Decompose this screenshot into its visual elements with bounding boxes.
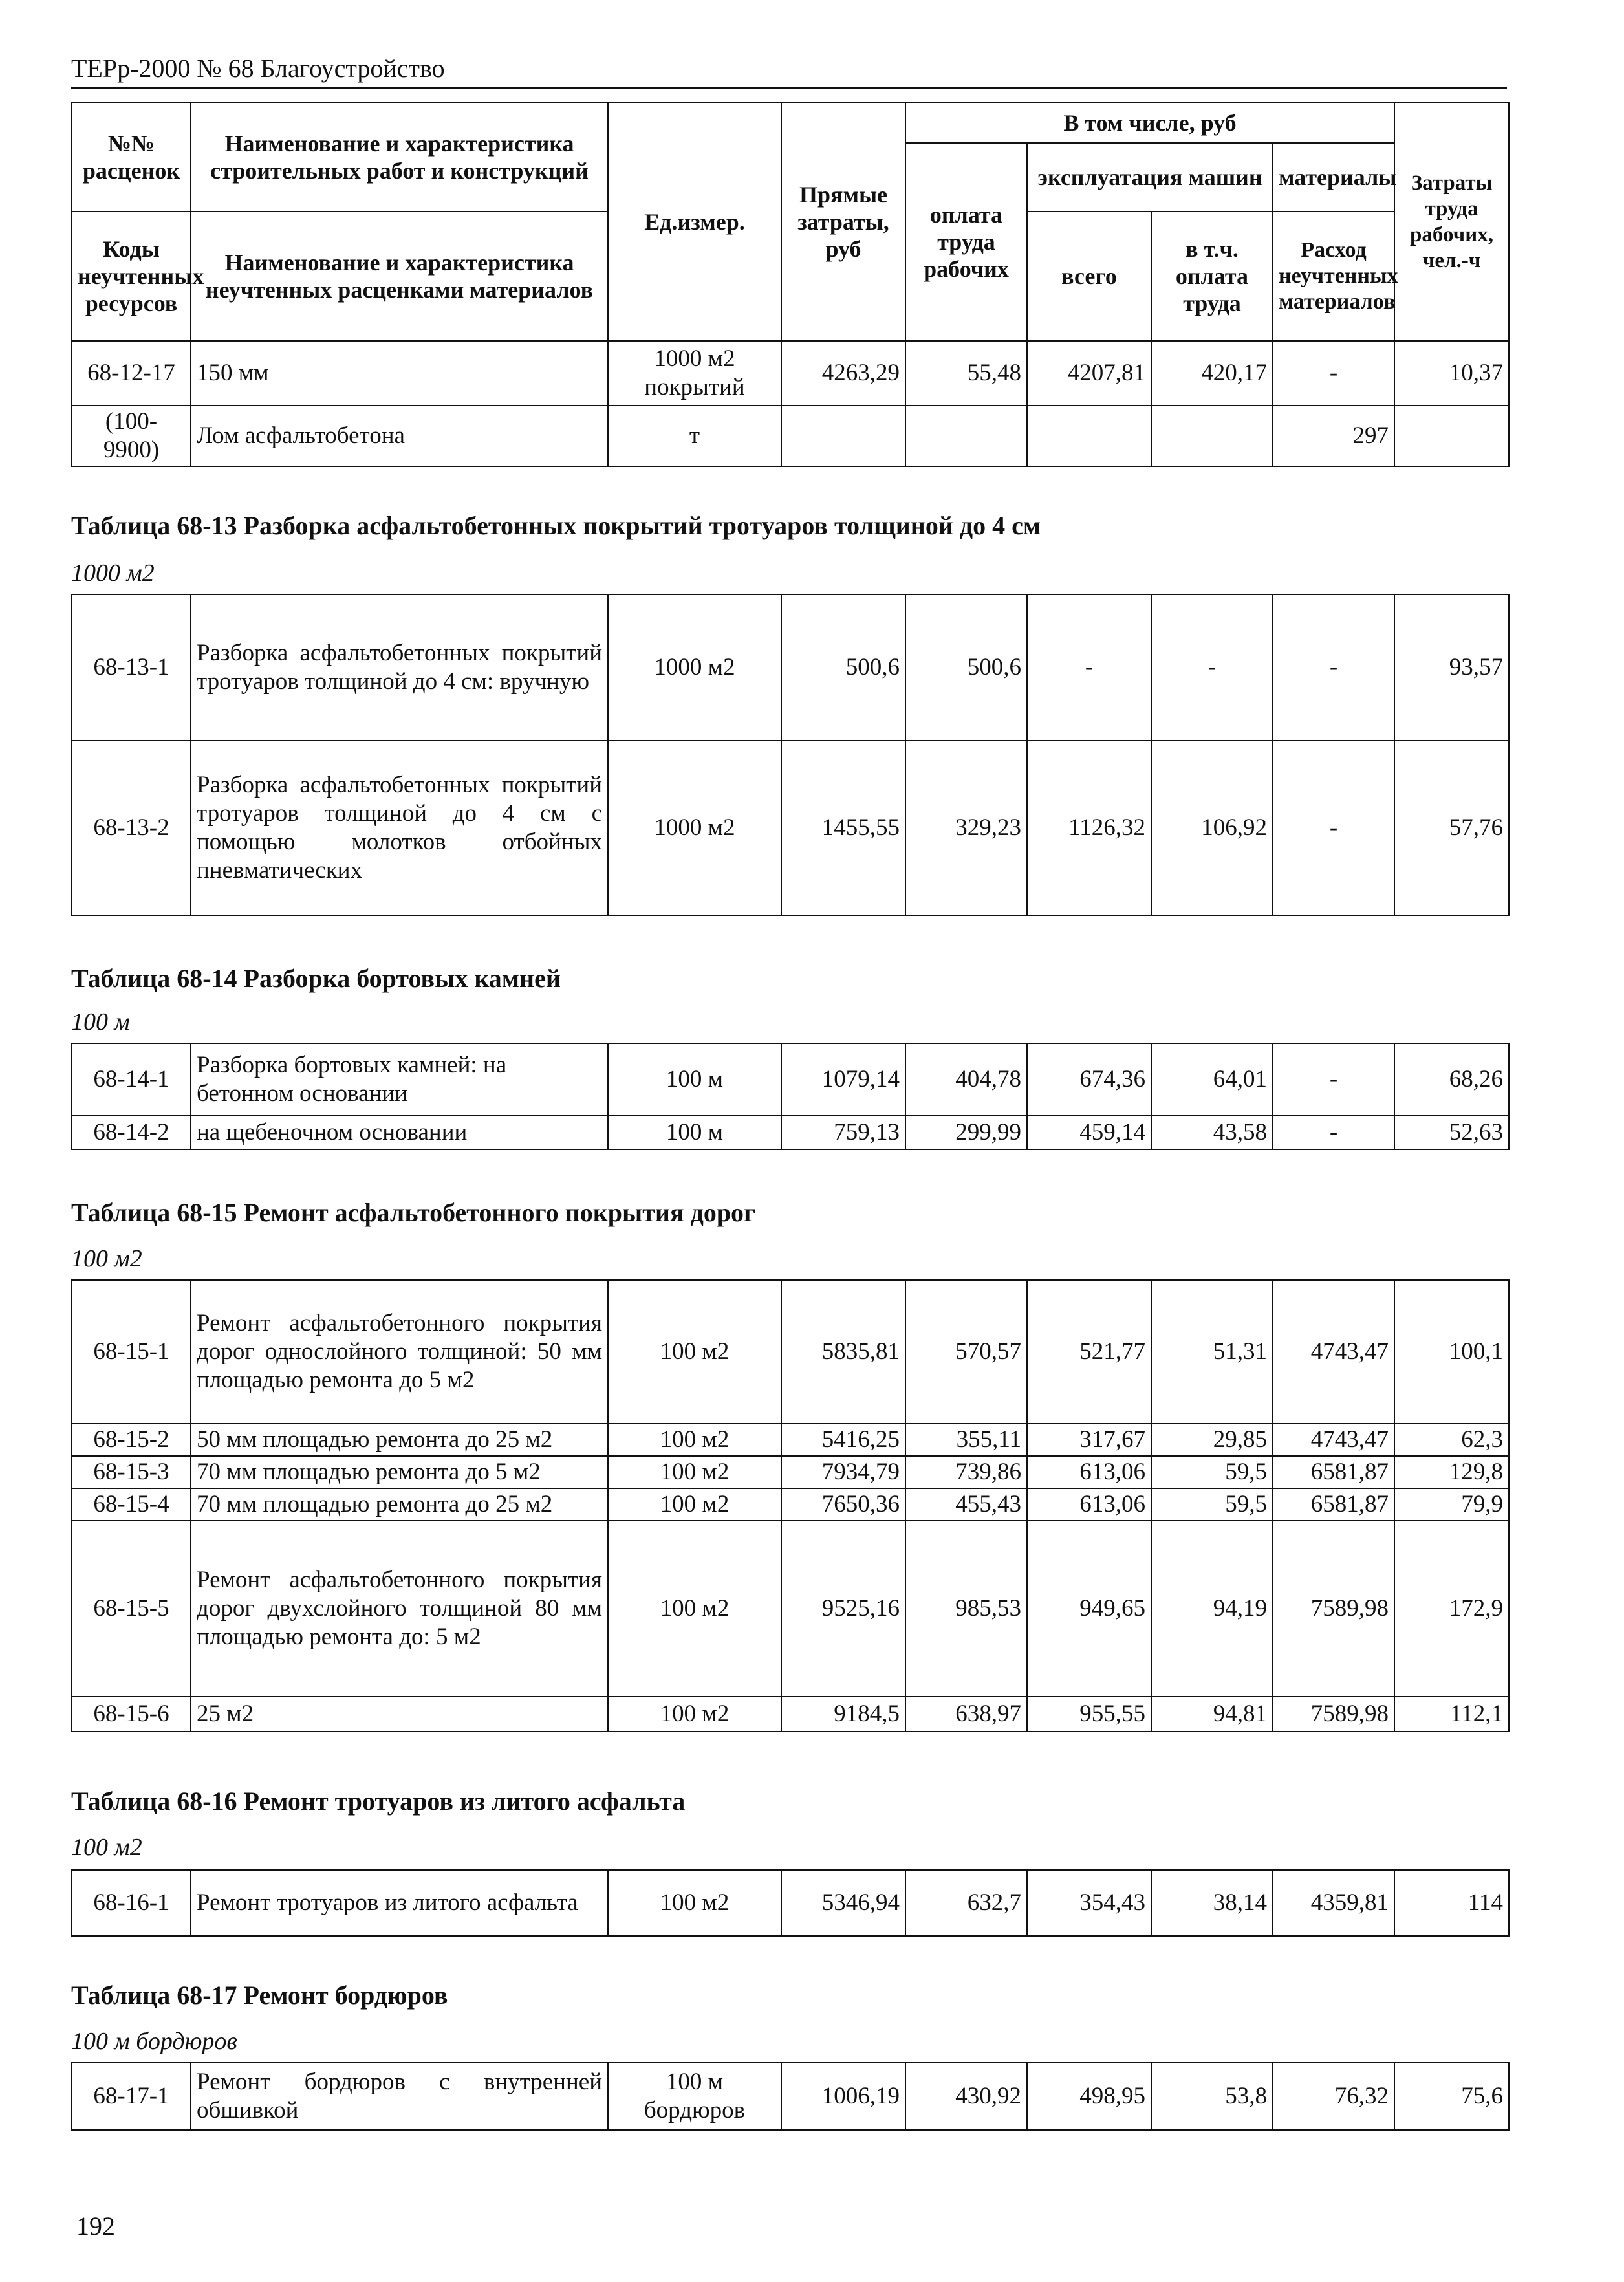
- table-row: [72, 741, 1509, 915]
- row-labor: 570,57: [905, 1280, 1027, 1424]
- col-including: В том числе, руб: [905, 103, 1394, 143]
- row-materials: 76,32: [1273, 2063, 1394, 2130]
- row-code: 68-15-2: [72, 1424, 191, 1456]
- row-direct: 1455,55: [781, 741, 905, 915]
- row-code: 68-13-2: [72, 741, 191, 915]
- row-name: 50 мм площадью ремонта до 25 м2: [191, 1424, 608, 1456]
- row-name: Лом асфальтобетона: [191, 406, 608, 466]
- row-unit: 1000 м2: [608, 594, 781, 741]
- table-row: [72, 1280, 1509, 1424]
- row-labor: 638,97: [905, 1697, 1027, 1732]
- table-row: [72, 1424, 1509, 1456]
- table-68-13-title: Таблица 68-13 Разборка асфальтобетонных покрытий тротуаров толщиной до 4 см: [71, 511, 1041, 540]
- row-unit: 100 м: [608, 1116, 781, 1149]
- row-direct: 759,13: [781, 1116, 905, 1149]
- row-name: 150 мм: [191, 341, 608, 406]
- col-hours: Затраты труда рабочих, чел.-ч: [1394, 103, 1509, 341]
- table-row: [72, 1521, 1509, 1697]
- row-machines: 613,06: [1027, 1488, 1151, 1521]
- row-hours: 62,3: [1394, 1424, 1509, 1456]
- row-unit: 100 м2: [608, 1697, 781, 1732]
- row-machines-labor: -: [1151, 594, 1273, 741]
- row-direct: 4263,29: [781, 341, 905, 406]
- row-name: 70 мм площадью ремонта до 5 м2: [191, 1456, 608, 1488]
- row-labor: 739,86: [905, 1456, 1027, 1488]
- row-machines: -: [1027, 594, 1151, 741]
- row-labor: 329,23: [905, 741, 1027, 915]
- row-machines-labor: 29,85: [1151, 1424, 1273, 1456]
- row-name: Ремонт асфальтобетонного покрытия дорог однослойного толщиной: 50 мм площадью ремонта до 5 м2: [191, 1280, 608, 1424]
- table-68-14: [71, 1043, 1510, 1150]
- row-direct: 9184,5: [781, 1697, 905, 1732]
- table-68-17: [71, 2062, 1510, 2131]
- row-machines: 949,65: [1027, 1521, 1151, 1697]
- row-materials: 297: [1273, 406, 1394, 466]
- row-machines: 521,77: [1027, 1280, 1151, 1424]
- row-machines: 317,67: [1027, 1424, 1151, 1456]
- row-machines-labor: 38,14: [1151, 1870, 1273, 1936]
- row-materials: 6581,87: [1273, 1456, 1394, 1488]
- row-name: Ремонт асфальтобетонного покрытия дорог двухслойного толщиной 80 мм площадью ремонта до: 5 м2: [191, 1521, 608, 1697]
- row-labor: [905, 406, 1027, 466]
- table-68-14-title: Таблица 68-14 Разборка бортовых камней: [71, 964, 561, 993]
- col-name-bottom: Наименование и характеристика неучтенных расценками материалов: [191, 212, 608, 341]
- row-unit: 1000 м2 покрытий: [608, 341, 781, 406]
- col-name-top: Наименование и характеристика строительных работ и конструкций: [191, 103, 608, 212]
- table-68-15-title: Таблица 68-15 Ремонт асфальтобетонного покрытия дорог: [71, 1198, 756, 1227]
- table-row: [72, 406, 1509, 466]
- row-hours: 68,26: [1394, 1043, 1509, 1116]
- row-unit: 100 м: [608, 1043, 781, 1116]
- table-68-14-unit: 100 м: [71, 1008, 130, 1036]
- row-name: Ремонт тротуаров из литого асфальта: [191, 1870, 608, 1936]
- row-hours: 114: [1394, 1870, 1509, 1936]
- row-materials: 7589,98: [1273, 1697, 1394, 1732]
- row-materials: 6581,87: [1273, 1488, 1394, 1521]
- row-materials: 7589,98: [1273, 1521, 1394, 1697]
- table-68-13: [71, 594, 1510, 916]
- row-machines-labor: 420,17: [1151, 341, 1273, 406]
- row-machines-labor: 51,31: [1151, 1280, 1273, 1424]
- row-materials: -: [1273, 1116, 1394, 1149]
- row-unit: 100 м бордюров: [608, 2063, 781, 2130]
- row-labor: 404,78: [905, 1043, 1027, 1116]
- row-direct: 5346,94: [781, 1870, 905, 1936]
- row-hours: 172,9: [1394, 1521, 1509, 1697]
- row-machines-labor: [1151, 406, 1273, 466]
- row-direct: 9525,16: [781, 1521, 905, 1697]
- table-row: [72, 2063, 1509, 2130]
- table-row: [72, 341, 1509, 406]
- row-unit: 100 м2: [608, 1870, 781, 1936]
- row-hours: [1394, 406, 1509, 466]
- row-materials: -: [1273, 341, 1394, 406]
- table-row: [72, 594, 1509, 741]
- row-direct: 5416,25: [781, 1424, 905, 1456]
- row-hours: 10,37: [1394, 341, 1509, 406]
- row-unit: 100 м2: [608, 1488, 781, 1521]
- col-direct: Прямые затраты, руб: [781, 103, 905, 341]
- row-machines-labor: 94,19: [1151, 1521, 1273, 1697]
- table-68-17-unit: 100 м бордюров: [71, 2028, 237, 2055]
- row-code: 68-16-1: [72, 1870, 191, 1936]
- row-code: 68-17-1: [72, 2063, 191, 2130]
- table-row: [72, 1456, 1509, 1488]
- price-table-header: [71, 102, 1510, 467]
- row-labor: 632,7: [905, 1870, 1027, 1936]
- row-materials: -: [1273, 1043, 1394, 1116]
- col-machines: эксплуатация машин: [1027, 143, 1273, 212]
- table-row: [72, 1697, 1509, 1732]
- row-code: 68-13-1: [72, 594, 191, 741]
- row-code: (100-9900): [72, 406, 191, 466]
- col-materials: материалы: [1273, 143, 1394, 212]
- row-name: на щебеночном основании: [191, 1116, 608, 1149]
- table-68-17-title: Таблица 68-17 Ремонт бордюров: [71, 1981, 448, 2010]
- row-materials: 4743,47: [1273, 1424, 1394, 1456]
- row-materials: 4743,47: [1273, 1280, 1394, 1424]
- row-machines-labor: 43,58: [1151, 1116, 1273, 1149]
- row-labor: 500,6: [905, 594, 1027, 741]
- row-machines-labor: 106,92: [1151, 741, 1273, 915]
- running-title: ТЕРр-2000 № 68 Благоустройство: [71, 50, 1507, 89]
- col-labor: оплата труда рабочих: [905, 143, 1027, 341]
- row-hours: 112,1: [1394, 1697, 1509, 1732]
- row-direct: 500,6: [781, 594, 905, 741]
- table-68-15: [71, 1279, 1510, 1732]
- row-unit: 100 м2: [608, 1456, 781, 1488]
- row-direct: 7650,36: [781, 1488, 905, 1521]
- table-row: [72, 1116, 1509, 1149]
- row-code: 68-15-5: [72, 1521, 191, 1697]
- row-code: 68-15-3: [72, 1456, 191, 1488]
- row-unit: 100 м2: [608, 1521, 781, 1697]
- row-labor: 455,43: [905, 1488, 1027, 1521]
- row-unit: т: [608, 406, 781, 466]
- row-name: Ремонт бордюров с внутренней обшивкой: [191, 2063, 608, 2130]
- row-labor: 985,53: [905, 1521, 1027, 1697]
- row-name: 70 мм площадью ремонта до 25 м2: [191, 1488, 608, 1521]
- row-machines-labor: 59,5: [1151, 1488, 1273, 1521]
- row-machines: 955,55: [1027, 1697, 1151, 1732]
- row-code: 68-14-1: [72, 1043, 191, 1116]
- row-machines-labor: 53,8: [1151, 2063, 1273, 2130]
- row-name: Разборка асфальтобетонных покрытий тротуаров толщиной до 4 см: вручную: [191, 594, 608, 741]
- row-direct: 1006,19: [781, 2063, 905, 2130]
- row-machines: 354,43: [1027, 1870, 1151, 1936]
- row-labor: 299,99: [905, 1116, 1027, 1149]
- table-68-16: [71, 1869, 1510, 1937]
- row-materials: 4359,81: [1273, 1870, 1394, 1936]
- row-materials: -: [1273, 741, 1394, 915]
- row-machines: 4207,81: [1027, 341, 1151, 406]
- row-hours: 57,76: [1394, 741, 1509, 915]
- row-hours: 75,6: [1394, 2063, 1509, 2130]
- row-name: Разборка бортовых камней: на бетонном основании: [191, 1043, 608, 1116]
- row-machines: 674,36: [1027, 1043, 1151, 1116]
- row-code: 68-15-1: [72, 1280, 191, 1424]
- row-unit: 100 м2: [608, 1280, 781, 1424]
- col-code-bottom: Коды неучтенных ресурсов: [72, 212, 191, 341]
- row-machines: 459,14: [1027, 1116, 1151, 1149]
- col-machines-total: всего: [1027, 212, 1151, 341]
- row-unit: 1000 м2: [608, 741, 781, 915]
- row-code: 68-15-4: [72, 1488, 191, 1521]
- col-machines-labor: в т.ч. оплата труда: [1151, 212, 1273, 341]
- row-labor: 355,11: [905, 1424, 1027, 1456]
- row-direct: [781, 406, 905, 466]
- row-hours: 79,9: [1394, 1488, 1509, 1521]
- row-machines-labor: 94,81: [1151, 1697, 1273, 1732]
- row-code: 68-12-17: [72, 341, 191, 406]
- row-hours: 129,8: [1394, 1456, 1509, 1488]
- table-row: [72, 1870, 1509, 1936]
- table-68-16-title: Таблица 68-16 Ремонт тротуаров из литого асфальта: [71, 1787, 686, 1816]
- row-code: 68-14-2: [72, 1116, 191, 1149]
- row-hours: 52,63: [1394, 1116, 1509, 1149]
- col-code-top: №№ расценок: [72, 103, 191, 212]
- row-machines: [1027, 406, 1151, 466]
- page-number: 192: [76, 2211, 115, 2241]
- row-name: 25 м2: [191, 1697, 608, 1732]
- row-machines-labor: 59,5: [1151, 1456, 1273, 1488]
- table-68-13-unit: 1000 м2: [71, 560, 155, 587]
- col-unit: Ед.измер.: [608, 103, 781, 341]
- row-direct: 5835,81: [781, 1280, 905, 1424]
- row-labor: 55,48: [905, 341, 1027, 406]
- row-direct: 7934,79: [781, 1456, 905, 1488]
- col-materials-unaccounted: Расход неучтенных материалов: [1273, 212, 1394, 341]
- row-machines: 613,06: [1027, 1456, 1151, 1488]
- row-labor: 430,92: [905, 2063, 1027, 2130]
- row-hours: 93,57: [1394, 594, 1509, 741]
- row-materials: -: [1273, 594, 1394, 741]
- row-name: Разборка асфальтобетонных покрытий тротуаров толщиной до 4 см с помощью молотков отбойных пневматических: [191, 741, 608, 915]
- row-machines: 1126,32: [1027, 741, 1151, 915]
- table-68-15-unit: 100 м2: [71, 1245, 142, 1272]
- row-hours: 100,1: [1394, 1280, 1509, 1424]
- row-direct: 1079,14: [781, 1043, 905, 1116]
- row-code: 68-15-6: [72, 1697, 191, 1732]
- table-row: [72, 1043, 1509, 1116]
- table-68-16-unit: 100 м2: [71, 1834, 142, 1861]
- row-unit: 100 м2: [608, 1424, 781, 1456]
- row-machines: 498,95: [1027, 2063, 1151, 2130]
- row-machines-labor: 64,01: [1151, 1043, 1273, 1116]
- table-row: [72, 1488, 1509, 1521]
